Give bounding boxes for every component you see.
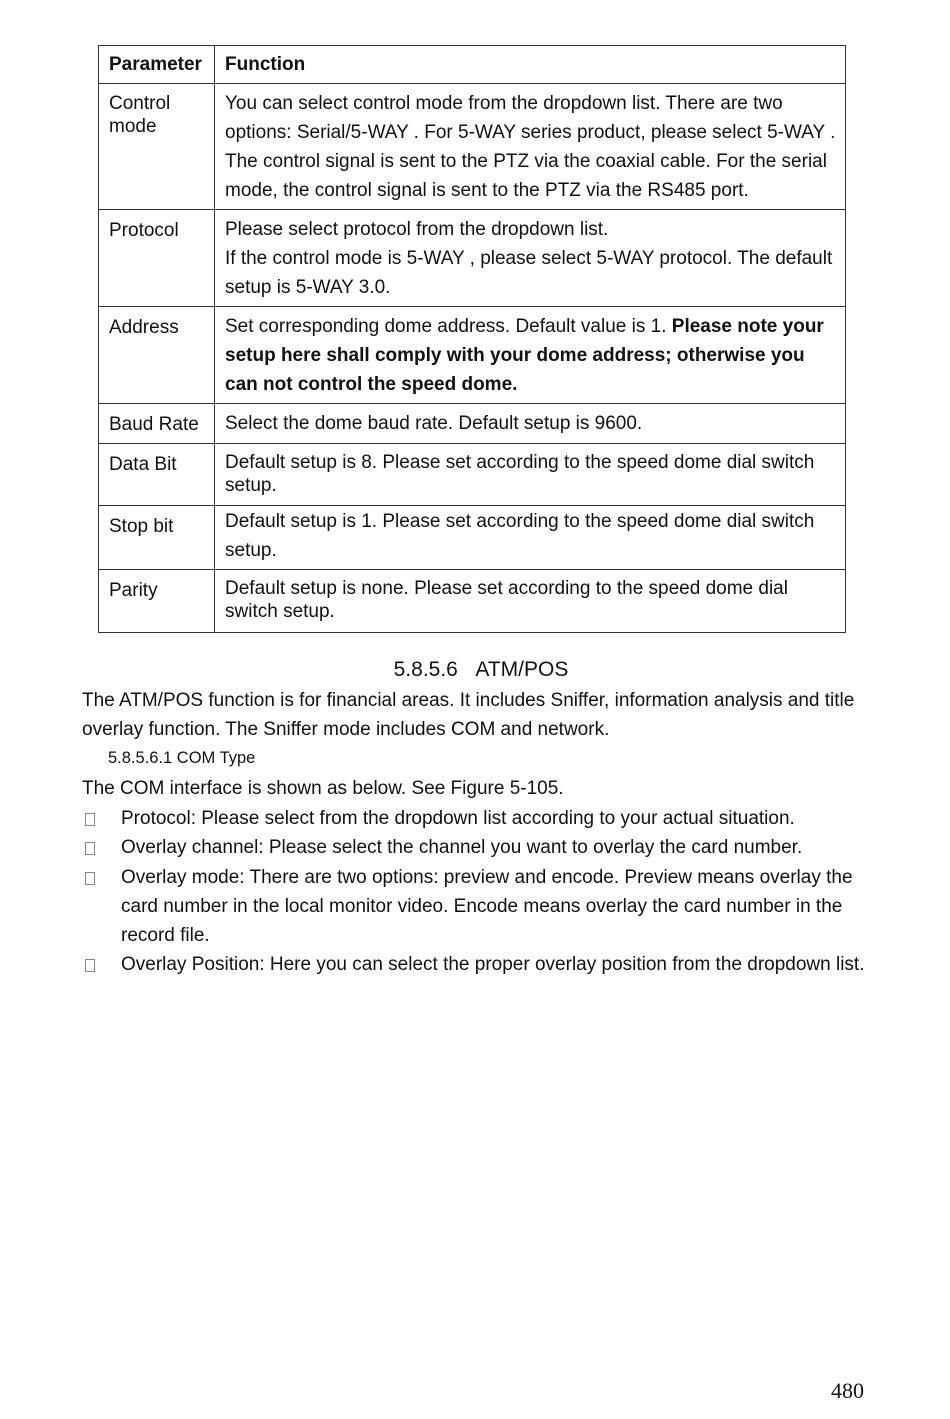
bullet-list xyxy=(82,804,872,980)
subsection-heading: 5.8.5.6.1 COM Type xyxy=(108,749,256,767)
function-text: Please select protocol from the dropdown list. xyxy=(225,219,609,240)
function-note-bold: Please note your setup here shall comply with your dome address; otherwise you can not control the speed dome. xyxy=(225,316,824,395)
param-cell: Control mode xyxy=(99,84,215,210)
list-item xyxy=(82,863,872,951)
table-header-row xyxy=(99,46,846,84)
list-item-text: Overlay Position: Here you can select the proper overlay position from the dropdown list. xyxy=(121,954,865,976)
function-cell xyxy=(215,307,846,404)
bullet-icon xyxy=(85,813,95,826)
function-cell xyxy=(215,210,846,307)
function-cell xyxy=(215,84,846,210)
param-cell: Parity xyxy=(99,570,215,633)
table-row xyxy=(99,506,846,570)
table-row xyxy=(99,570,846,633)
param-cell: Protocol xyxy=(99,210,215,307)
table-row xyxy=(99,210,846,307)
section-number: 5.8.5.6 xyxy=(393,658,458,681)
table-row xyxy=(99,307,846,404)
bullet-icon xyxy=(85,842,95,855)
param-cell: Address xyxy=(99,307,215,404)
table-row xyxy=(99,444,846,506)
parameter-table xyxy=(98,45,846,633)
section-intro: The ATM/POS function is for financial areas. It includes Sniffer, information analysis and title overlay function. The Sniffer mode includes COM and network. xyxy=(82,690,855,740)
bullet-icon xyxy=(85,872,95,885)
column-header-parameter: Parameter xyxy=(99,46,215,84)
param-cell: Data Bit xyxy=(99,444,215,506)
table-row xyxy=(99,404,846,444)
param-cell: Stop bit xyxy=(99,506,215,570)
function-text: Default setup is 8. Please set according to the speed dome dial switch setup. xyxy=(225,452,815,496)
table-row xyxy=(99,84,846,210)
list-item xyxy=(82,833,872,862)
function-text xyxy=(225,312,837,399)
function-text: Default setup is none. Please set according to the speed dome dial switch setup. xyxy=(225,578,788,622)
list-item-text: Overlay channel: Please select the channel you want to overlay the card number. xyxy=(121,837,803,859)
function-cell xyxy=(215,404,846,444)
function-text: You can select control mode from the dropdown list. There are two options: Serial/5-WAY . For 5-WAY series product, please select 5-WAY . The control signal is sent to the PTZ via the coaxial cable. For the serial mode, the control signal is sent to the PTZ via the RS485 port. xyxy=(225,93,836,201)
list-item xyxy=(82,950,872,979)
list-item xyxy=(82,804,872,833)
function-cell xyxy=(215,444,846,506)
function-cell xyxy=(215,506,846,570)
function-text: Default setup is 1. Please set according to the speed dome dial switch setup. xyxy=(225,511,815,561)
function-cell xyxy=(215,570,846,633)
section-heading xyxy=(6,658,950,682)
section-title-text: ATM/POS xyxy=(475,658,569,681)
list-item-text: Overlay mode: There are two options: preview and encode. Preview means overlay the card number in the local monitor video. Encode means overlay the card number in the record file. xyxy=(121,866,853,947)
param-cell: Baud Rate xyxy=(99,404,215,444)
subsection-intro: The COM interface is shown as below. See Figure 5-105. xyxy=(82,778,564,799)
column-header-function: Function xyxy=(215,46,846,84)
function-text-plain: Set corresponding dome address. Default value is 1. xyxy=(225,316,667,337)
page-number: 480 xyxy=(831,1378,864,1403)
bullet-icon xyxy=(85,959,95,972)
function-text: If the control mode is 5-WAY , please select 5-WAY protocol. The default setup is 5-WAY 3.0. xyxy=(225,248,833,298)
function-text: Select the dome baud rate. Default setup is 9600. xyxy=(225,413,643,434)
list-item-text: Protocol: Please select from the dropdown list according to your actual situation. xyxy=(121,808,795,829)
